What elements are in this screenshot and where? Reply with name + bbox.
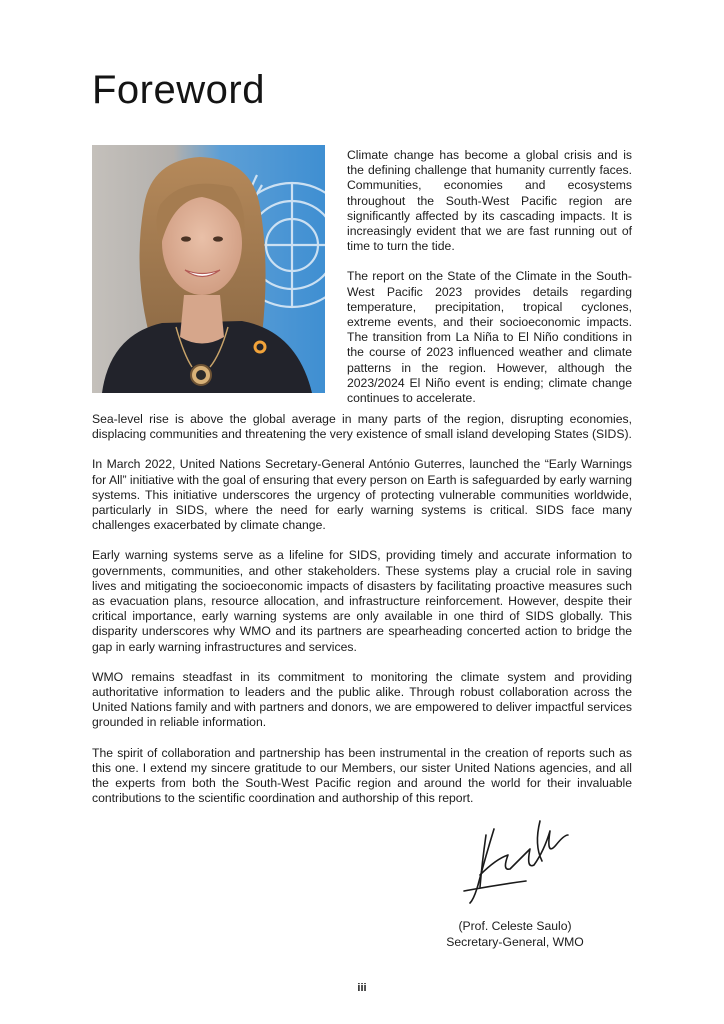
body-text [92,412,632,806]
signatory-block [420,918,610,950]
intro-paragraph: Climate change has become a global crisis and is the defining challenge that humanity currently faces. Communities, economies and ecosystems throughout the South-West Pacific region are significantly affected by its cascading impacts. It is increasingly evident that we are fast running out of time to turn the tide. [347,148,632,254]
signatory-title: Secretary-General, WMO [446,935,584,949]
body-paragraph: Early warning systems serve as a lifeline for SIDS, providing timely and accurate information to governments, communities, and other stakeholders. These systems play a crucial role in saving lives and mitigating the socioeconomic impacts of disasters by facilitating proactive measures such as evacuation plans, resource allocation, and infrastructure reinforcement. However, despite their critical importance, early warning systems are only available in one third of SIDS globally. This disparity underscores why WMO and its partners are spearheading concerted action to bridge the gap in early warning infrastructures and services. [92,548,632,654]
portrait-photo [92,145,325,393]
signature-image [456,815,574,907]
body-paragraph: The spirit of collaboration and partnership has been instrumental in the creation of reports such as this one. I extend my sincere gratitude to our Members, our sister United Nations agencies, and all the experts from both the South-West Pacific region and around the world for their invaluable contributions to the scientific coordination and authorship of this report. [92,745,632,806]
body-paragraph: WMO remains steadfast in its commitment to monitoring the climate system and providing authoritative information to leaders and the public alike. Through robust collaboration across the United Nations family and with partners and donors, we are empowered to deliver impactful services grounded in reliable information. [92,669,632,730]
page-title: Foreword [92,68,265,112]
body-paragraph: In March 2022, United Nations Secretary-General António Guterres, launched the “Early Warnings for All” initiative with the goal of ensuring that every person on Earth is safeguarded by early warning systems. This initiative underscores the urgency of protecting vulnerable communities worldwide, particularly in SIDS, where the need for early warning systems is critical. SIDS face many challenges exacerbated by climate change. [92,457,632,533]
intro-text [347,148,632,406]
signatory-name: (Prof. Celeste Saulo) [458,919,572,933]
page-number: iii [357,982,367,994]
body-paragraph: Sea-level rise is above the global average in many parts of the region, disrupting economies, displacing communities and threatening the very existence of small island developing States (SIDS). [92,412,632,442]
intro-paragraph: The report on the State of the Climate in the South-West Pacific 2023 provides details regarding temperature, precipitation, tropical cyclones, extreme events, and their socioeconomic impacts. The transition from La Niña to El Niño conditions in the course of 2023 influenced weather and climate patterns in the region. However, although the 2023/2024 El Niño event is ending; climate change continues to accelerate. [347,269,632,406]
